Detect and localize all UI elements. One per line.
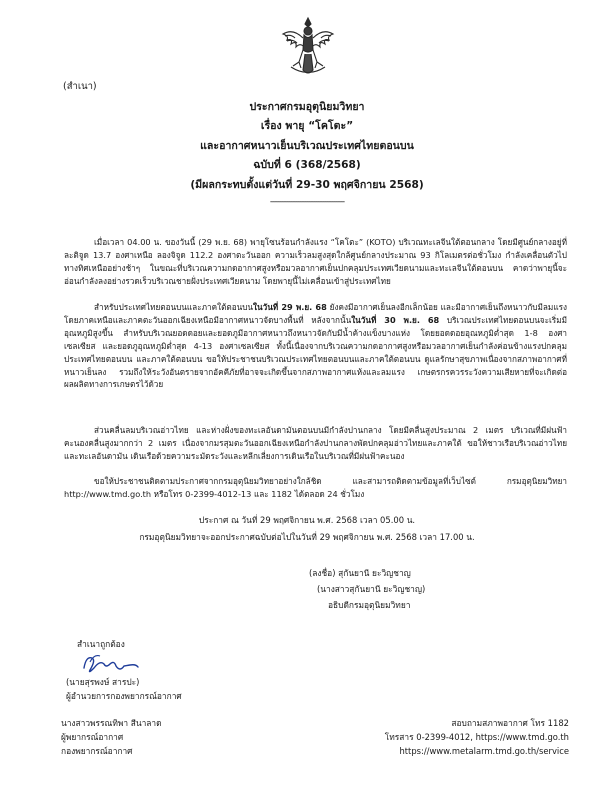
header-issue-no: ฉบับที่ 6 (368/2568) [253,159,361,172]
p2-text-a: สำหรับประเทศไทยตอนบนและภาคใต้ตอนบน [94,302,254,312]
paragraph-follow: ขอให้ประชาชนติดตามประกาศจากกรมอุตุนิยมวิทยาอย่างใกล้ชิด และสามารถติดตามข้อมูลที่เว็บไซต์ กรมอุตุนิยมวิทยา http://www.tmd.go.th หรือโทร 0-2399-4012-13 และ 1182 ได้ตลอด 24 ชั่วโมง [64,476,567,499]
p2-date-2: ในวันที่ 30 พ.ย. 68 [351,314,440,325]
p2-text-c: ยังคงมีอากาศเย็นลงอีกเล็กน้อย และมีอากาศเย็นถึงหนาวกับมีลมแรง โดยภาคเหนือและภาคตะวันออกเฉียงเหนือมีอากาศหนาวจัดบางพื้นที่ หลังจากนั้น [64,302,567,325]
garuda-emblem-icon [279,14,337,80]
header-org: ประกาศกรมอุตุนิยมวิทยา [249,101,365,113]
forecaster-division: กองพยากรณ์อากาศ [61,746,133,757]
forecaster-block [61,716,162,759]
announcement-header [0,98,614,209]
signatory-name: (นางสาวสุกันยานี ยะวิญชาญ) [317,584,426,594]
contact-hotline: สอบถามสภาพอากาศ โทร 1182 [451,718,569,728]
header-subject-2: และอากาศหนาวเย็นบริเวณประเทศไทยตอนบน [200,139,414,152]
header-divider: --------------------------------- [269,197,345,208]
signatory-title: อธิบดีกรมอุตุนิยมวิทยา [328,600,411,610]
header-effective: (มีผลกระทบตั้งแต่วันที่ 29-30 พฤศจิกายน 2568) [190,178,424,191]
paragraph-cold [64,301,567,391]
paragraph-storm: เมื่อเวลา 04.00 น. ของวันนี้ (29 พ.ย. 68) พายุโซนร้อนกำลังแรง “โคโตะ” (KOTO) บริเวณทะเลจีนใต้ตอนกลาง โดยมีศูนย์กลางอยู่ที่ละติจูด 13.7 องศาเหนือ ลองจิจูด 112.2 องศาตะวันออก ความเร็วลมสูงสุดใกล้ศูนย์กลางประมาณ 93 กิโลเมตรต่อชั่วโมง กำลังเคลื่อนตัวไปทางทิศเหนืออย่างช้าๆ ในขณะที่บริเวณความกดอากาศสูงหรือมวลอากาศเย็นปกคลุมประเทศเวียดนามและทะเลจีนใต้ตอนบน คาดว่าพายุนี้จะอ่อนกำลังลงอย่างรวดเร็วบริเวณชายฝั่งประเทศเวียดนาม โดยพายุนี้ไม่เคลื่อนเข้าสู่ประเทศไทย [64,237,567,286]
signed-line: (ลงชื่อ) สุกันยานี ยะวิญชาญ [309,568,411,578]
paragraph-waves: ส่วนคลื่นลมบริเวณอ่าวไทย และห่างฝั่งของทะเลอันดามันตอนบนมีกำลังปานกลาง โดยมีคลื่นสูงประมาณ 2 เมตร บริเวณที่มีฝนฟ้าคะนองคลื่นสูงมากกว่า 2 เมตร เนื่องจากมรสุมตะวันออกเฉียงเหนือกำลังปานกลางพัดปกคลุมอ่าวไทยและภาคใต้ ขอให้ชาวเรือบริเวณอ่าวไทยและทะเลอันดามัน เดินเรือด้วยความระมัดระวังและหลีกเลี่ยงการเดินเรือในบริเวณที่มีฝนฟ้าคะนอง [64,425,567,461]
contact-fax-web: โทรสาร 0-2399-4012, https://www.tmd.go.th [384,732,569,743]
certify-name: (นายสุรพงษ์ สารปะ) [66,677,140,687]
certify-title: ผู้อำนวยการกองพยากรณ์อากาศ [66,691,182,701]
p2-date-1: ในวันที่ 29 พ.ย. 68 [253,302,327,312]
issued-datetime: ประกาศ ณ วันที่ 29 พฤศจิกายน พ.ศ. 2568 เวลา 05.00 น. [198,515,416,525]
contact-block [385,716,569,759]
copy-mark: (สำเนา) [63,81,97,92]
contact-service-link[interactable]: https://www.metalarm.tmd.go.th/service [399,746,569,757]
certify-label: สำเนาถูกต้อง [77,639,125,649]
forecaster-role: ผู้พยากรณ์อากาศ [61,732,124,743]
forecaster-name: นางสาวพรรณทิพา สีนาลาด [61,718,162,728]
p2-text-e: บริเวณประเทศไทยตอนบนจะเริ่มมีอุณหภูมิสูงขึ้น สำหรับบริเวณยอดดอยและยอดภูมีอากาศหนาวถึงหนาวจัดกับมีน้ำค้างแข็งบางแห่ง โดยยอดดอยอุณหภูมิต่ำสุด 1-8 องศาเซลเซียส และยอดภูอุณหภูมิต่ำสุด 4-13 องศาเซลเซียส ทั้งนี้เนื่องจากบริเวณความกดอากาศสูงหรือมวลอากาศเย็นกำลังค่อนข้างแรงปกคลุมประเทศไทยตอนบน และภาคใต้ตอนบน ขอให้ประชาชนบริเวณประเทศไทยตอนบนและภาคใต้ตอนบน ดูแลรักษาสุขภาพเนื่องจากสภาพอากาศที่หนาวเย็นลง รวมถึงให้ระวังอันตรายจากอัคคีภัยที่อาจจะเกิดขึ้นจากสภาพอากาศแห้งและลมแรง เกษตรกรควรระวังความเสียหายที่จะเกิดต่อผลผลิตทางการเกษตรไว้ด้วย [64,314,567,390]
header-subject: เรื่อง พายุ “โคโตะ” [260,120,354,133]
handwritten-signature-icon [80,650,160,676]
next-issue: กรมอุตุนิยมวิทยาจะออกประกาศฉบับต่อไปในวันที่ 29 พฤศจิกายน พ.ศ. 2568 เวลา 17.00 น. [139,532,475,542]
